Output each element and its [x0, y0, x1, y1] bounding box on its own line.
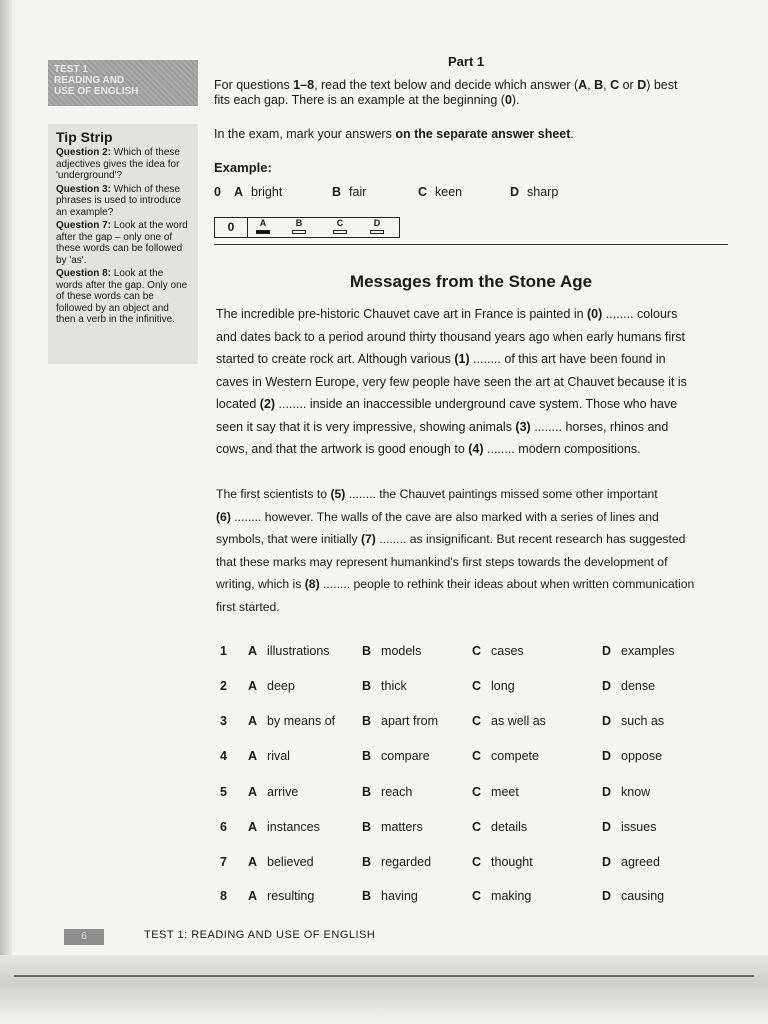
option-letter: D: [510, 185, 520, 199]
tip-item: [56, 147, 190, 182]
page-edge: [0, 0, 12, 1024]
option-letter: B: [362, 785, 372, 799]
option-text: sharp: [527, 185, 559, 199]
page-number: 6: [64, 929, 104, 945]
option-letter: D: [602, 855, 612, 869]
tip-item-text: Look at the word after the gap – only one of these words can be followed by 'as'.: [56, 220, 188, 266]
option-letter: A: [248, 714, 258, 728]
para-text: inside an inaccessible underground cave system. Those who have: [306, 397, 678, 411]
option-d: [602, 714, 664, 728]
option-text: causing: [621, 889, 665, 903]
option-c: [472, 749, 539, 763]
para-text: The first scientists to: [216, 487, 331, 501]
gap-dots: ........: [323, 577, 351, 591]
gap-number: (0): [587, 307, 603, 321]
option-b: [362, 855, 431, 869]
question-number: 8: [220, 889, 227, 903]
para-text: people to rethink their ideas about when written communication: [350, 577, 695, 591]
instr-bold: D: [637, 78, 647, 92]
option-letter: C: [472, 820, 482, 834]
option-b: [362, 889, 418, 903]
option-letter: C: [472, 889, 482, 903]
option-text: keen: [435, 185, 463, 199]
example-label: Example:: [214, 160, 272, 175]
tip-strip: [48, 124, 198, 364]
option-letter: B: [362, 644, 372, 658]
footer-title: TEST 1: READING AND USE OF ENGLISH: [144, 929, 376, 941]
option-letter: A: [248, 820, 258, 834]
gap-dots: ........: [234, 509, 262, 524]
option-letter: B: [362, 749, 372, 763]
option-letter: D: [602, 714, 612, 728]
option-text: having: [381, 889, 418, 903]
option-letter: D: [602, 820, 612, 834]
option-a: [248, 644, 330, 658]
tip-item-text: Look at the words after the gap. Only one of these words can be followed by an object and then a verb in the infinitive.: [56, 268, 188, 325]
option-text: compete: [491, 749, 539, 763]
question-row: [220, 820, 740, 840]
option-b: [362, 714, 438, 728]
question-row: [220, 679, 740, 699]
gap-dots: ........: [534, 419, 562, 434]
option-d: [602, 785, 650, 799]
question-number: 6: [220, 820, 227, 834]
option-letter: D: [602, 749, 612, 763]
para-text: located: [216, 397, 260, 411]
answer-box-option-d: [367, 219, 387, 234]
instr-text: or: [619, 78, 638, 92]
question-number: 7: [220, 855, 227, 869]
instr-text: .: [570, 127, 574, 141]
option-letter: D: [602, 889, 612, 903]
tip-item-text: Which of these phrases is used to introduce an example?: [56, 183, 182, 218]
para-text: cows, and that the artwork is good enough to: [216, 442, 469, 456]
instr-text: fits each gap. There is an example at the beginning (: [214, 93, 505, 107]
option-d: [602, 820, 656, 834]
option-a: [248, 820, 320, 834]
gap-number: (7): [360, 532, 376, 546]
question-number: 4: [220, 749, 227, 763]
option-letter: D: [602, 785, 612, 799]
example-answer-box: [214, 217, 400, 238]
example-option-d: [510, 185, 558, 199]
page-bottom-shadow: [0, 955, 768, 1024]
option-text: details: [491, 820, 528, 834]
article-paragraph-2: [216, 483, 728, 618]
option-text: fair: [349, 185, 367, 199]
gap-number: (8): [304, 577, 320, 591]
option-letter: A: [234, 185, 244, 199]
gap-number: (6): [216, 509, 231, 524]
answer-box-letter: C: [336, 218, 344, 228]
option-text: meet: [491, 785, 519, 799]
article-paragraph-1: [216, 303, 728, 461]
answer-mark-filled: [256, 230, 270, 234]
instr-bold: C: [610, 78, 620, 92]
answer-box-letter: B: [295, 218, 303, 228]
option-d: [602, 749, 662, 763]
option-a: [248, 785, 298, 799]
para-text: as insignificant. But recent research has suggested: [406, 532, 686, 546]
option-a: [248, 855, 314, 869]
question-row: [220, 749, 740, 769]
option-letter: D: [602, 679, 612, 693]
part-title: Part 1: [448, 54, 485, 69]
question-number: 2: [220, 679, 227, 693]
option-b: [362, 749, 430, 763]
example-number: [214, 185, 229, 199]
option-b: [362, 644, 421, 658]
question-number: 3: [220, 714, 227, 728]
instr-text: For questions: [214, 78, 294, 92]
question-row: [220, 644, 740, 664]
tip-item: [56, 220, 190, 266]
option-text: as well as: [491, 714, 546, 728]
option-c: [472, 889, 531, 903]
option-d: [602, 855, 660, 869]
gap-dots: ........: [348, 487, 376, 501]
option-text: such as: [621, 714, 665, 728]
option-letter: C: [472, 749, 482, 763]
gap-dots: ........: [605, 307, 634, 321]
option-text: long: [491, 679, 515, 693]
option-a: [248, 889, 314, 903]
para-text: started to create rock art. Although various: [216, 352, 455, 366]
option-text: know: [621, 785, 651, 799]
option-c: [472, 820, 527, 834]
gap-dots: ........: [379, 532, 407, 546]
option-a: [248, 749, 290, 763]
answer-box-letter: A: [259, 218, 267, 228]
article-title: Messages from the Stone Age: [349, 272, 593, 291]
para-text: symbols, that were initially: [216, 532, 361, 546]
option-text: bright: [251, 185, 283, 199]
gap-dots: ........: [487, 442, 515, 456]
instr-bold: B: [594, 78, 604, 92]
instr-bold: 1–8: [293, 78, 315, 92]
instr-text: In the exam, mark your answers: [214, 127, 396, 141]
example-option-a: [234, 185, 282, 199]
option-text: issues: [621, 820, 657, 834]
instr-text: ,: [587, 78, 595, 92]
answer-mark-empty: [292, 230, 306, 234]
answer-mark-empty: [370, 230, 384, 234]
option-a: [248, 679, 295, 693]
option-letter: C: [472, 644, 482, 658]
option-text: resulting: [267, 889, 315, 903]
gap-dots: ........: [278, 397, 307, 411]
option-letter: D: [602, 644, 612, 658]
tip-item-label: Question 2:: [56, 147, 112, 158]
section-tab: [48, 60, 198, 106]
option-d: [602, 889, 664, 903]
instr-text: ) best: [646, 78, 678, 92]
option-text: dense: [621, 679, 656, 693]
option-text: making: [491, 889, 532, 903]
para-text: of this art have been found in: [500, 352, 666, 366]
option-b: [362, 820, 423, 834]
option-text: thought: [491, 855, 533, 869]
question-row: [220, 785, 740, 805]
para-text: first started.: [216, 599, 280, 614]
option-letter: B: [362, 679, 372, 693]
instr-bold: on the separate answer sheet: [395, 127, 571, 141]
example-option-b: [332, 185, 366, 199]
tip-item-label: Question 7:: [56, 220, 112, 231]
gap-number: (1): [454, 352, 470, 366]
option-letter: A: [248, 855, 258, 869]
section-tab-line: TEST 1: [54, 64, 88, 75]
option-letter: A: [248, 644, 258, 658]
para-text: the Chauvet paintings missed some other important: [375, 487, 658, 501]
answer-box-number: 0: [215, 218, 248, 237]
para-text: seen it say that it is very impressive, showing animals: [216, 419, 516, 434]
answer-box-letter: D: [373, 218, 381, 228]
instructions: [214, 78, 724, 108]
page-bottom-line: [14, 975, 754, 977]
section-tab-line: USE OF ENGLISH: [54, 86, 139, 97]
option-letter: B: [362, 889, 372, 903]
question-row: [220, 855, 740, 875]
question-row: [220, 889, 740, 909]
answer-box-option-c: [330, 219, 350, 234]
option-c: [472, 644, 524, 658]
option-text: matters: [381, 820, 423, 834]
question-number: 1: [220, 644, 227, 658]
example-number-text: 0: [214, 185, 221, 199]
option-text: illustrations: [267, 644, 330, 658]
question-number: 5: [220, 785, 227, 799]
option-letter: B: [362, 855, 372, 869]
option-text: agreed: [621, 855, 660, 869]
option-b: [362, 785, 412, 799]
para-text: caves in Western Europe, very few people have seen the art at Chauvet because it is: [216, 374, 687, 389]
option-text: compare: [381, 749, 430, 763]
option-b: [362, 679, 407, 693]
option-letter: B: [362, 820, 372, 834]
option-c: [472, 785, 519, 799]
option-text: reach: [381, 785, 413, 799]
gap-number: (5): [330, 487, 346, 501]
option-c: [472, 714, 546, 728]
option-letter: C: [472, 785, 482, 799]
option-letter: C: [472, 855, 482, 869]
option-letter: C: [472, 679, 482, 693]
para-text: that these marks may represent humankind's first steps towards the development of: [216, 554, 668, 569]
gap-number: (3): [515, 419, 531, 434]
option-text: thick: [381, 679, 407, 693]
instr-text: ).: [511, 93, 520, 107]
section-tab-line: READING AND: [54, 75, 125, 86]
para-text: and dates back to a period around thirty thousand years ago when early humans first: [216, 329, 686, 344]
option-text: believed: [267, 855, 314, 869]
divider: [214, 244, 728, 245]
option-text: by means of: [267, 714, 336, 728]
answer-box-option-b: [289, 219, 309, 234]
option-text: models: [381, 644, 422, 658]
instr-bold: A: [578, 78, 588, 92]
option-text: deep: [267, 679, 295, 693]
option-letter: B: [332, 185, 342, 199]
option-text: rival: [267, 749, 290, 763]
option-c: [472, 855, 533, 869]
option-letter: B: [362, 714, 372, 728]
tip-item-text: Which of these adjectives gives the idea for 'underground'?: [56, 147, 180, 181]
option-letter: A: [248, 749, 258, 763]
para-text: however. The walls of the cave are also marked with a series of lines and: [261, 509, 659, 524]
para-text: modern compositions.: [514, 442, 641, 456]
instr-bold: 0: [504, 93, 512, 107]
gap-number: (4): [468, 442, 484, 456]
option-text: oppose: [621, 749, 663, 763]
option-d: [602, 644, 675, 658]
option-text: cases: [491, 644, 524, 658]
para-text: writing, which is: [216, 577, 305, 591]
para-text: The incredible pre-historic Chauvet cave art in France is painted in: [216, 307, 588, 321]
instr-text: , read the text below and decide which answer (: [314, 78, 579, 92]
option-text: regarded: [381, 855, 432, 869]
option-d: [602, 679, 655, 693]
answer-box-option-a: [253, 219, 273, 234]
option-letter: C: [472, 714, 482, 728]
tip-item-label: Question 8:: [56, 268, 112, 279]
option-letter: C: [418, 185, 428, 199]
answer-mark-empty: [333, 230, 347, 234]
option-text: instances: [267, 820, 320, 834]
option-letter: A: [248, 785, 258, 799]
para-text: horses, rhinos and: [561, 419, 669, 434]
example-option-c: [418, 185, 462, 199]
gap-number: (2): [259, 397, 276, 411]
tip-item-label: Question 3:: [56, 183, 112, 195]
exam-instruction: [214, 127, 724, 142]
tip-item: [56, 268, 190, 326]
instr-text: ,: [603, 78, 611, 92]
para-text: colours: [633, 307, 678, 321]
option-text: arrive: [267, 785, 299, 799]
option-text: apart from: [381, 714, 438, 728]
option-letter: A: [248, 679, 258, 693]
tip-item: [56, 184, 190, 219]
option-text: examples: [621, 644, 675, 658]
gap-dots: ........: [473, 352, 501, 366]
option-c: [472, 679, 515, 693]
option-letter: A: [248, 889, 258, 903]
option-a: [248, 714, 335, 728]
question-row: [220, 714, 740, 734]
tip-strip-title: Tip Strip: [56, 129, 113, 145]
